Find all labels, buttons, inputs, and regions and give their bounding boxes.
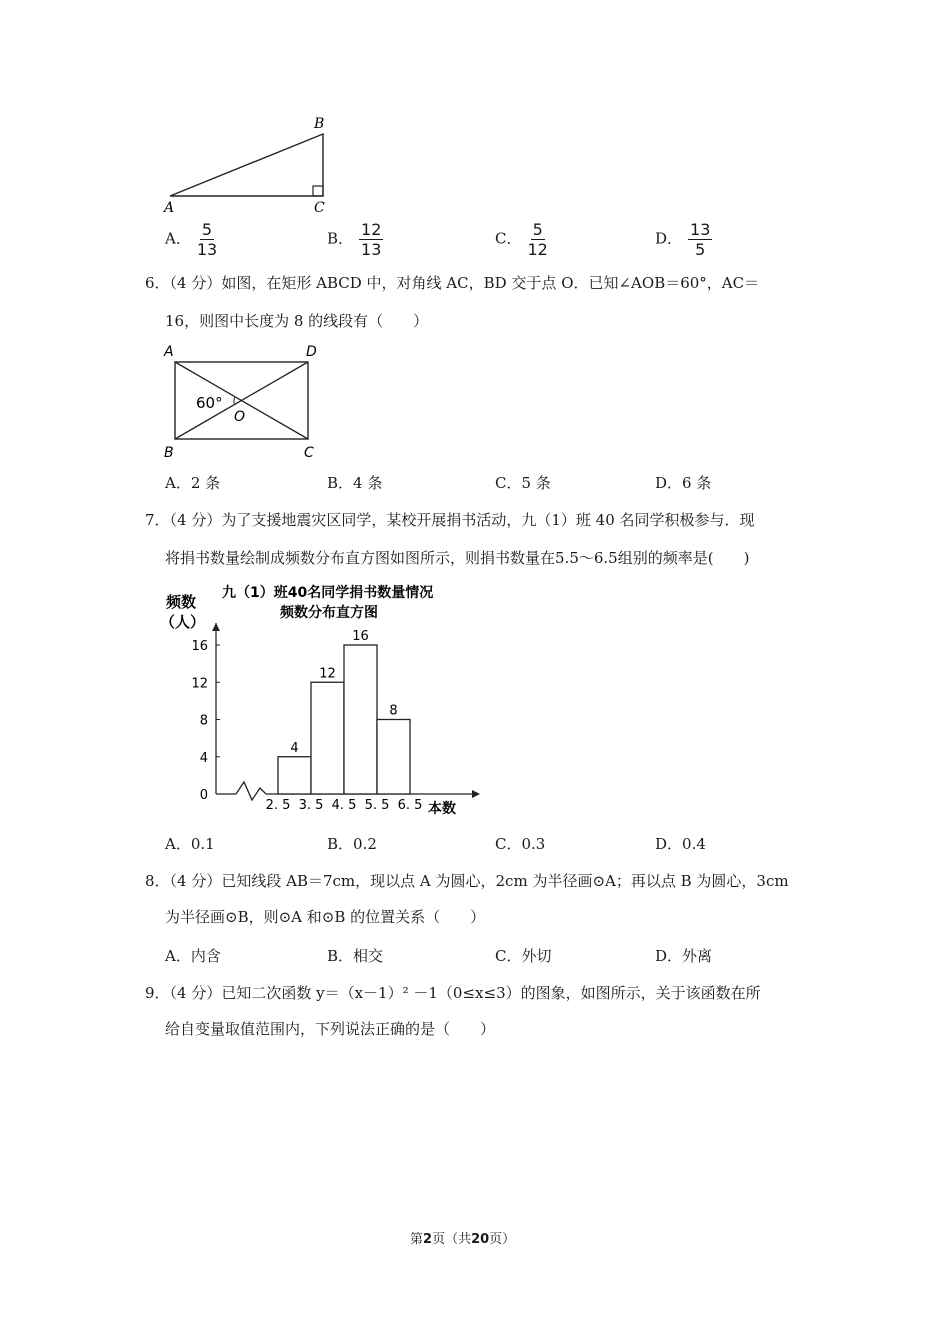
page-number: 2 [423, 1232, 433, 1247]
x-axis-arrow [472, 790, 480, 798]
triangle-figure [160, 112, 340, 216]
q5-option-b[interactable]: B． $\frac{12}{13}$ [327, 220, 382, 259]
bar-value-label: 12 [319, 666, 336, 682]
rect-label-b: B [164, 445, 174, 461]
label-b: B [314, 116, 325, 132]
q6-text-line2: 16，则图中长度为 8 的线段有（ ） [165, 312, 429, 330]
chart-subtitle: 频数分布直方图 [280, 605, 378, 621]
y-axis-label: 频数 [166, 593, 197, 611]
y-tick-label: 0 [199, 788, 208, 803]
q8-option-a[interactable]: A．内含 [165, 947, 221, 965]
histogram-bar [278, 757, 311, 794]
q7-text-line1: 7．（4 分）为了支援地震灾区同学，某校开展捐书活动，九（1）班 40 名同学积极参与．现 [145, 511, 755, 529]
x-tick-label: 6. 5 [397, 798, 423, 813]
q8-text-line2: 为半径画⊙B，则⊙A 和⊙B 的位置关系（ ） [165, 908, 486, 926]
q7-option-b[interactable]: B．0.2 [327, 835, 377, 853]
histogram-chart [150, 575, 490, 825]
y-tick-label: 16 [191, 639, 208, 654]
bar-value-label: 8 [389, 703, 398, 719]
y-axis-arrow [212, 623, 220, 631]
label-a: A [164, 200, 175, 216]
y-tick-label: 8 [199, 713, 208, 729]
rect-label-o: O [234, 409, 246, 425]
q8-text-line1: 8．（4 分）已知线段 AB＝7cm，现以点 A 为圆心，2cm 为半径画⊙A；再以点 B 为圆心，3cm [145, 872, 789, 890]
q6-option-b[interactable]: B．4 条 [327, 474, 383, 492]
histogram-bar [311, 682, 344, 794]
chart-bars [278, 629, 410, 794]
x-tick-label: 5. 5 [364, 798, 390, 813]
q9-text-line2: 给自变量取值范围内，下列说法正确的是（ ） [165, 1020, 496, 1038]
q5-option-c[interactable]: C． $\frac{5}{12}$ [495, 220, 548, 259]
label-c: C [314, 200, 325, 216]
bar-value-label: 4 [290, 740, 299, 756]
page-footer: 第2页（共20页） [410, 1232, 516, 1247]
rect-label-c: C [304, 445, 314, 461]
angle-label: 60° [196, 394, 223, 412]
y-axis-unit: （人） [160, 613, 206, 631]
x-tick-label: 2. 5 [265, 798, 291, 813]
x-axis-label: 本数 [428, 801, 456, 817]
y-tick-label: 4 [199, 750, 208, 766]
q8-option-b[interactable]: B．相交 [327, 947, 384, 965]
q7-option-c[interactable]: C．0.3 [495, 835, 546, 853]
y-tick-label: 12 [191, 676, 208, 692]
q7-option-d[interactable]: D．0.4 [655, 835, 706, 853]
x-tick-label: 4. 5 [331, 798, 357, 813]
page-total: 20 [471, 1232, 490, 1247]
q6-option-a[interactable]: A．2 条 [165, 474, 221, 492]
q6-option-d[interactable]: D．6 条 [655, 474, 712, 492]
q7-text-line2: 将捐书数量绘制成频数分布直方图如图所示，则捐书数量在5.5～6.5组别的频率是( ) [165, 549, 750, 567]
chart-title: 九（1）班40名同学捐书数量情况 [222, 585, 434, 601]
q6-option-c[interactable]: C．5 条 [495, 474, 551, 492]
q6-text-line1: 6．（4 分）如图，在矩形 ABCD 中，对角线 AC，BD 交于点 O．已知∠AOB＝60°，AC＝ [145, 274, 760, 292]
q8-option-d[interactable]: D．外离 [655, 947, 713, 965]
histogram-bar [344, 645, 377, 794]
rect-label-a: A [164, 344, 174, 360]
q8-option-c[interactable]: C．外切 [495, 947, 552, 965]
q9-text-line1: 9．（4 分）已知二次函数 y＝（x－1）² －1（0≤x≤3）的图象，如图所示，关于该函数在所 [145, 984, 761, 1002]
bar-value-label: 16 [352, 629, 369, 644]
histogram-bar [377, 720, 410, 795]
rectangle-figure [160, 340, 330, 464]
q5-option-a[interactable]: A． $\frac{5}{13}$ [165, 220, 218, 259]
rect-label-d: D [306, 344, 317, 360]
q7-option-a[interactable]: A．0.1 [165, 835, 215, 853]
q5-option-d[interactable]: D． $\frac{13}{5}$ [655, 220, 711, 259]
x-tick-label: 3. 5 [298, 798, 324, 813]
